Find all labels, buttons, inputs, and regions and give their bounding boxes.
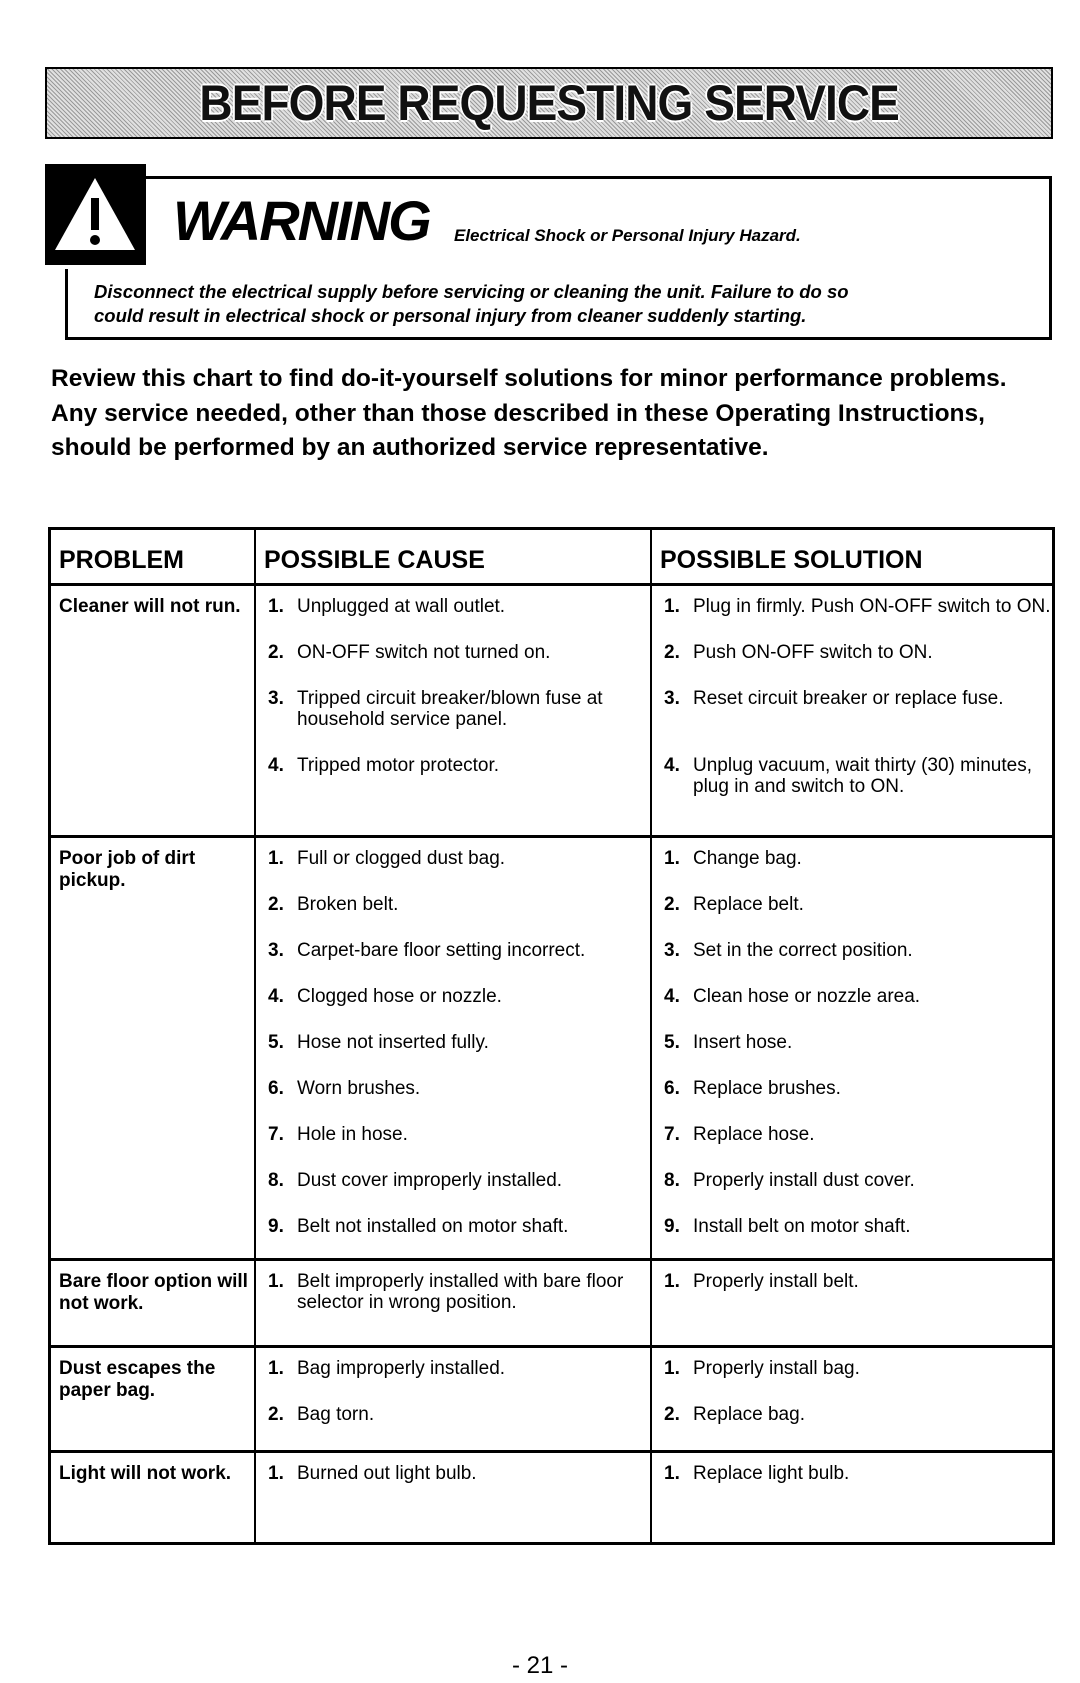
item-number: 4.: [664, 755, 680, 776]
item-number: 1.: [268, 848, 284, 869]
item-number: 2.: [268, 894, 284, 915]
cause-text: Belt improperly installed with bare floor selector in wrong position.: [297, 1271, 624, 1313]
intro-paragraph: Review this chart to find do-it-yourself solutions for minor performance problems. Any service needed, other than those described in these Operating Instructions, should be performed by an authorized service representative.: [51, 365, 1007, 461]
solution-text: Install belt on motor shaft.: [693, 1216, 911, 1237]
solution-item: [650, 1078, 1052, 1124]
item-number: 1.: [664, 848, 680, 869]
item-number: 7.: [268, 1124, 284, 1145]
item-number: 2.: [664, 1404, 680, 1425]
cause-text: Worn brushes.: [297, 1078, 421, 1099]
solution-item: [650, 1261, 1052, 1338]
cause-item: [254, 642, 650, 688]
cause-text: Tripped circuit breaker/blown fuse at household service panel.: [297, 688, 603, 730]
cell-filler: [650, 822, 1052, 835]
cause-item: [254, 1404, 650, 1450]
item-number: 3.: [268, 940, 284, 961]
solution-item: [650, 586, 1052, 642]
problem-cell: Cleaner will not run.: [59, 596, 241, 617]
item-number: 9.: [664, 1216, 680, 1237]
table-row: [51, 586, 1052, 838]
item-number: 1.: [664, 596, 680, 617]
cause-item: [254, 1453, 650, 1509]
cell-filler: [650, 1338, 1052, 1345]
item-number: 2.: [664, 894, 680, 915]
item-number: 1.: [268, 596, 284, 617]
item-number: 4.: [268, 755, 284, 776]
item-number: 1.: [664, 1271, 680, 1292]
cause-item: [254, 838, 650, 894]
cause-item: [254, 940, 650, 986]
cause-text: Belt not installed on motor shaft.: [297, 1216, 569, 1237]
solution-text: Replace bag.: [693, 1404, 805, 1425]
solution-text: Properly install belt.: [693, 1271, 859, 1292]
solution-item: [650, 642, 1052, 688]
warning-line: Disconnect the electrical supply before servicing or cleaning the unit. Failure to do so: [94, 281, 849, 302]
solution-text: Replace hose.: [693, 1124, 815, 1145]
cause-item: [254, 1170, 650, 1216]
cause-text: Bag torn.: [297, 1404, 375, 1425]
table-row: [51, 1453, 1052, 1542]
solution-text: Replace brushes.: [693, 1078, 841, 1099]
section-title: BEFORE REQUESTING SERVICE: [199, 75, 899, 131]
cause-item: [254, 1032, 650, 1078]
solution-item: [650, 940, 1052, 986]
item-number: 8.: [268, 1170, 284, 1191]
item-number: 5.: [664, 1032, 680, 1053]
solution-item: [650, 1404, 1052, 1450]
cause-item: [254, 894, 650, 940]
cause-text: Carpet-bare floor setting incorrect.: [297, 940, 586, 961]
item-number: 6.: [664, 1078, 680, 1099]
cause-text: Hole in hose.: [297, 1124, 408, 1145]
header-cause: POSSIBLE CAUSE: [254, 530, 650, 583]
table-row: [51, 1261, 1052, 1348]
page-number: - 21 -: [511, 1652, 568, 1679]
item-number: 7.: [664, 1124, 680, 1145]
table-header: [51, 530, 1052, 586]
section-title-banner: [45, 67, 1053, 139]
solution-item: [650, 1032, 1052, 1078]
item-number: 4.: [268, 986, 284, 1007]
item-number: 3.: [268, 688, 284, 709]
problem-cell: Light will not work.: [59, 1463, 232, 1484]
cell-filler: [650, 1509, 1052, 1542]
cause-text: Dust cover improperly installed.: [297, 1170, 563, 1191]
solution-text: Replace belt.: [693, 894, 804, 915]
cause-item: [254, 1261, 650, 1338]
warning-body: [94, 280, 849, 328]
cell-filler: [254, 1338, 650, 1345]
warning-line: could result in electrical shock or personal injury from cleaner suddenly starting.: [94, 305, 807, 326]
cause-item: [254, 1078, 650, 1124]
cause-item: [254, 1348, 650, 1404]
solution-text: Push ON-OFF switch to ON.: [693, 642, 933, 663]
cause-text: Tripped motor protector.: [297, 755, 500, 776]
item-number: 1.: [268, 1271, 284, 1292]
item-number: 1.: [664, 1358, 680, 1379]
item-number: 9.: [268, 1216, 284, 1237]
cause-text: Bag improperly installed.: [297, 1358, 506, 1379]
warning-triangle-icon: [45, 164, 146, 265]
problem-cell: Poor job of dirt pickup.: [59, 848, 196, 891]
solution-text: Properly install dust cover.: [693, 1170, 915, 1191]
item-number: 1.: [268, 1358, 284, 1379]
solution-text: Change bag.: [693, 848, 802, 869]
solution-item: [650, 894, 1052, 940]
cause-text: Clogged hose or nozzle.: [297, 986, 502, 1007]
item-number: 1.: [268, 1463, 284, 1484]
cell-filler: [254, 822, 650, 835]
problem-cell: Dust escapes the paper bag.: [59, 1358, 216, 1401]
cause-item: [254, 688, 650, 755]
item-number: 4.: [664, 986, 680, 1007]
table-row: [51, 838, 1052, 1261]
table-row: [51, 1348, 1052, 1453]
solution-text: Properly install bag.: [693, 1358, 860, 1379]
header-problem: PROBLEM: [59, 546, 184, 574]
item-number: 2.: [268, 642, 284, 663]
troubleshooting-table: [48, 527, 1055, 1545]
cause-item: [254, 1124, 650, 1170]
solution-item: [650, 1348, 1052, 1404]
item-number: 1.: [664, 1463, 680, 1484]
cause-text: Unplugged at wall outlet.: [297, 596, 506, 617]
cause-text: ON-OFF switch not turned on.: [297, 642, 551, 663]
solution-item: [650, 1124, 1052, 1170]
warning-heading: WARNING: [173, 189, 430, 252]
problem-cell: Bare floor option will not work.: [59, 1271, 248, 1314]
item-number: 3.: [664, 940, 680, 961]
solution-text: Unplug vacuum, wait thirty (30) minutes, plug in and switch to ON.: [693, 755, 1032, 797]
header-solution: POSSIBLE SOLUTION: [650, 530, 1052, 583]
item-number: 3.: [664, 688, 680, 709]
cause-text: Hose not inserted fully.: [297, 1032, 489, 1053]
solution-item: [650, 838, 1052, 894]
cause-item: [254, 986, 650, 1032]
solution-item: [650, 755, 1052, 822]
warning-subtitle: Electrical Shock or Personal Injury Hazard.: [454, 226, 801, 245]
solution-text: Insert hose.: [693, 1032, 793, 1053]
cell-filler: [254, 1509, 650, 1542]
cause-text: Full or clogged dust bag.: [297, 848, 506, 869]
solution-item: [650, 688, 1052, 755]
item-number: 5.: [268, 1032, 284, 1053]
item-number: 2.: [268, 1404, 284, 1425]
solution-text: Plug in firmly. Push ON-OFF switch to ON.: [693, 596, 1051, 617]
solution-item: [650, 1453, 1052, 1509]
cause-item: [254, 586, 650, 642]
item-number: 6.: [268, 1078, 284, 1099]
solution-text: Set in the correct position.: [693, 940, 913, 961]
cause-text: Broken belt.: [297, 894, 399, 915]
solution-item: [650, 1216, 1052, 1262]
solution-item: [650, 986, 1052, 1032]
solution-text: Clean hose or nozzle area.: [693, 986, 921, 1007]
item-number: 2.: [664, 642, 680, 663]
item-number: 8.: [664, 1170, 680, 1191]
cause-text: Burned out light bulb.: [297, 1463, 477, 1484]
cause-item: [254, 755, 650, 822]
solution-text: Reset circuit breaker or replace fuse.: [693, 688, 1004, 709]
solution-item: [650, 1170, 1052, 1216]
solution-text: Replace light bulb.: [693, 1463, 850, 1484]
cause-item: [254, 1216, 650, 1262]
